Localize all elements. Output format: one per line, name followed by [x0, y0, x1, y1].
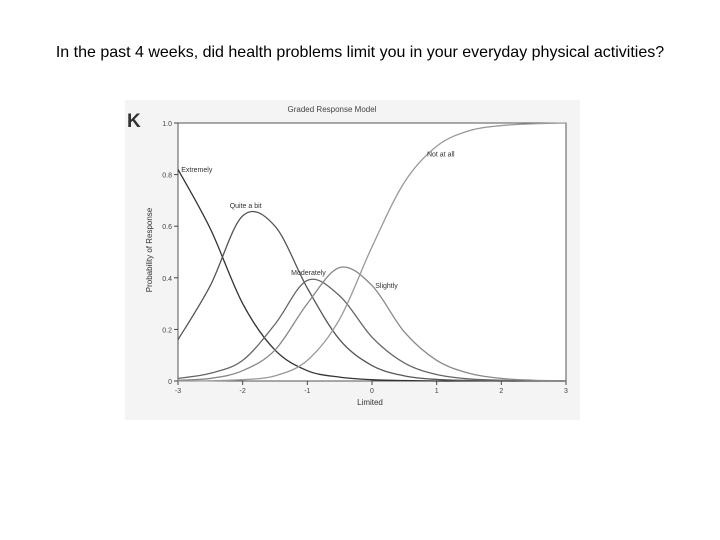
x-tick-label: 3 [564, 388, 568, 395]
y-tick-label: 0.4 [162, 275, 172, 283]
panel-label: K [127, 111, 141, 132]
series-label-not-at-all: Not at all [426, 151, 455, 159]
x-tick-label: -2 [239, 388, 246, 395]
series-label-slightly: Slightly [375, 283, 398, 291]
series-label-moderately: Moderately [291, 270, 326, 278]
x-tick-label: 0 [370, 388, 374, 395]
slide-question: In the past 4 weeks, did health problems limit you in your everyday physical activities? [55, 44, 665, 61]
chart-title: Graded Response Model [287, 105, 377, 114]
y-tick-label: 0 [168, 379, 172, 386]
plot-area [178, 123, 566, 381]
y-tick-label: 0.8 [162, 172, 172, 180]
x-tick-label: -3 [174, 388, 182, 395]
x-tick-label: -1 [304, 388, 311, 395]
y-tick-label: 0.2 [162, 327, 172, 335]
series-label-quite-a-bit: Quite a bit [229, 203, 262, 211]
chart-figure [125, 100, 580, 420]
x-tick-label: 2 [499, 388, 504, 395]
series-label-extremely: Extremely [181, 167, 213, 175]
x-tick-label: 1 [434, 388, 439, 395]
graded-response-chart [125, 100, 580, 420]
y-tick-label: 1.0 [162, 121, 172, 128]
y-tick-label: 0.6 [162, 224, 172, 232]
y-axis-label: Probability of Response [145, 207, 154, 293]
x-axis-label: Limited [357, 398, 383, 407]
